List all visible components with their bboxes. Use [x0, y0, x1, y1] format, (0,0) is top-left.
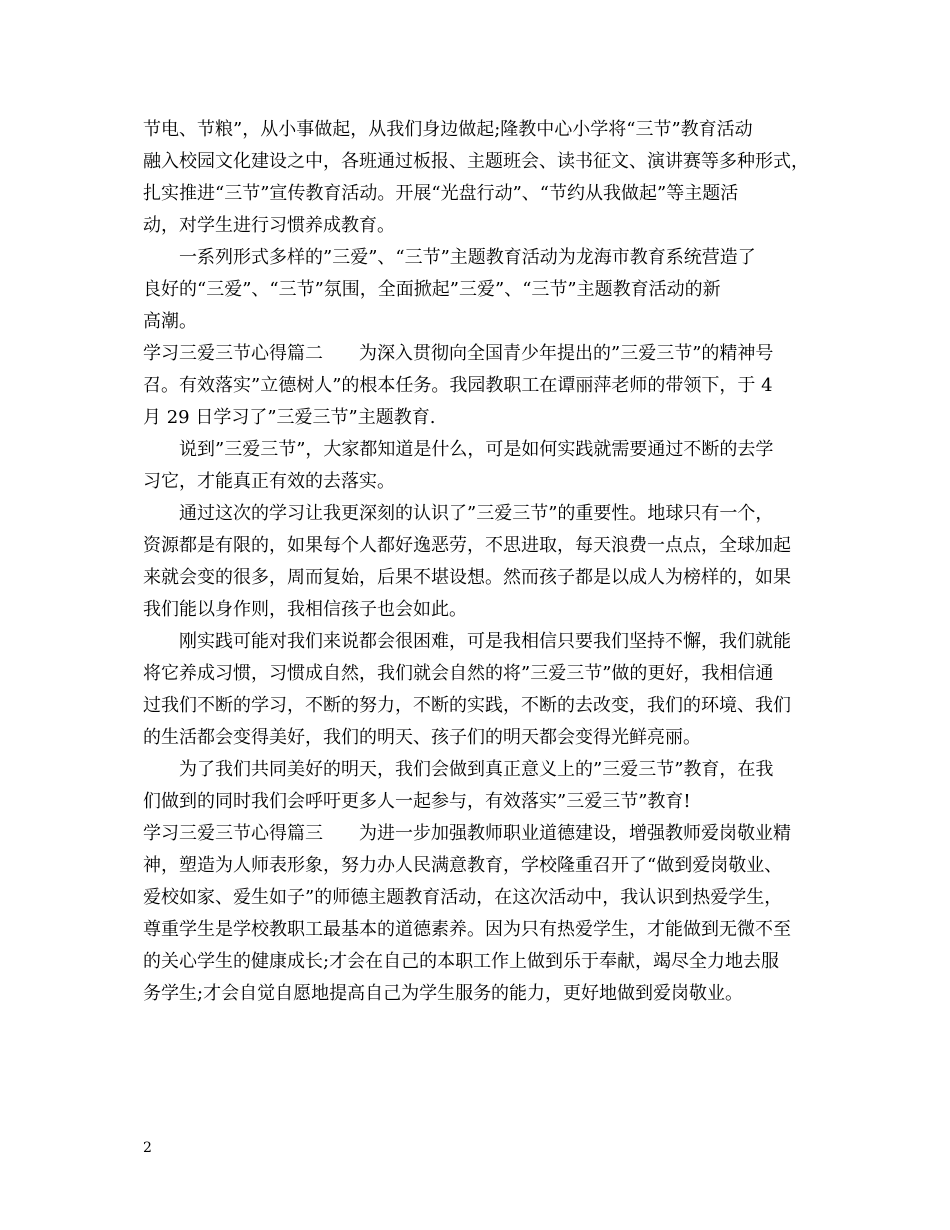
page-number: 2	[143, 1140, 152, 1156]
text-line: 神，塑造为人师表形象，努力办人民满意教育，学校隆重召开了“做到爱岗敬业、	[143, 855, 783, 876]
text-line: 高潮。	[143, 311, 197, 332]
text-line: 我们能以身作则，我相信孩子也会如此。	[143, 599, 467, 620]
section-heading-line: 学习三爱三节心得篇二 为深入贯彻向全国青少年提出的”三爱三节”的精神号	[143, 343, 774, 364]
text-line: 说到”三爱三节”，大家都知道是什么，可是如何实践就需要通过不断的去学	[143, 439, 774, 460]
text-line: 动，对学生进行习惯养成教育。	[143, 215, 395, 236]
text-line: 爱校如家、爱生如子”的师德主题教育活动，在这次活动中，我认识到热爱学生，	[143, 887, 783, 908]
text-line: 的关心学生的健康成长;才会在自己的本职工作上做到乐于奉献，竭尽全力地去服	[143, 951, 780, 972]
text-line: 习它，才能真正有效的去落实。	[143, 471, 395, 492]
text-line: 刚实践可能对我们来说都会很困难，可是我相信只要我们坚持不懈，我们就能	[143, 631, 791, 652]
section-heading-line: 学习三爱三节心得篇三 为进一步加强教师职业道德建设，增强教师爱岗敬业精	[143, 823, 791, 844]
text-line: 将它养成习惯，习惯成自然，我们就会自然的将”三爱三节”做的更好，我相信通	[143, 663, 774, 684]
text-line: 一系列形式多样的”三爱”、“三节”主题教育活动为龙海市教育系统营造了	[143, 247, 756, 268]
text-line: 尊重学生是学校教职工最基本的道德素养。因为只有热爱学生，才能做到无微不至	[143, 919, 791, 940]
document-body	[143, 118, 813, 1014]
text-line: 为了我们共同美好的明天，我们会做到真正意义上的”三爱三节”教育，在我	[143, 759, 774, 780]
text-line: 们做到的同时我们会呼吁更多人一起参与，有效落实”三爱三节”教育!	[143, 791, 691, 812]
text-line: 扎实推进“三节”宣传教育活动。开展“光盘行动”、“节约从我做起”等主题活	[143, 183, 739, 204]
text-line: 资源都是有限的，如果每个人都好逸恶劳，不思进取，每天浪费一点点，全球加起	[143, 535, 791, 556]
text-line: 过我们不断的学习，不断的努力，不断的实践，不断的去改变，我们的环境、我们	[143, 695, 791, 716]
text-line: 良好的“三爱”、“三节”氛围，全面掀起”三爱”、“三节”主题教育活动的新	[143, 279, 721, 300]
text-line: 月 29 日学习了”三爱三节”主题教育.	[143, 407, 436, 428]
text-line: 通过这次的学习让我更深刻的认识了”三爱三节”的重要性。地球只有一个，	[143, 503, 774, 524]
text-line: 融入校园文化建设之中，各班通过板报、主题班会、读书征文、演讲赛等多种形式，	[143, 151, 809, 172]
text-line: 节电、节粮”，从小事做起，从我们身边做起;隆教中心小学将“三节”教育活动	[143, 119, 753, 140]
text-line: 务学生;才会自觉自愿地提高自己为学生服务的能力，更好地做到爱岗敬业。	[143, 983, 744, 1004]
text-line: 的生活都会变得美好，我们的明天、孩子们的明天都会变得光鲜亮丽。	[143, 727, 701, 748]
text-line: 来就会变的很多，周而复始，后果不堪设想。然而孩子都是以成人为榜样的，如果	[143, 567, 791, 588]
text-line: 召。有效落实”立德树人”的根本任务。我园教职工在谭丽萍老师的带领下，于 4	[143, 375, 773, 396]
